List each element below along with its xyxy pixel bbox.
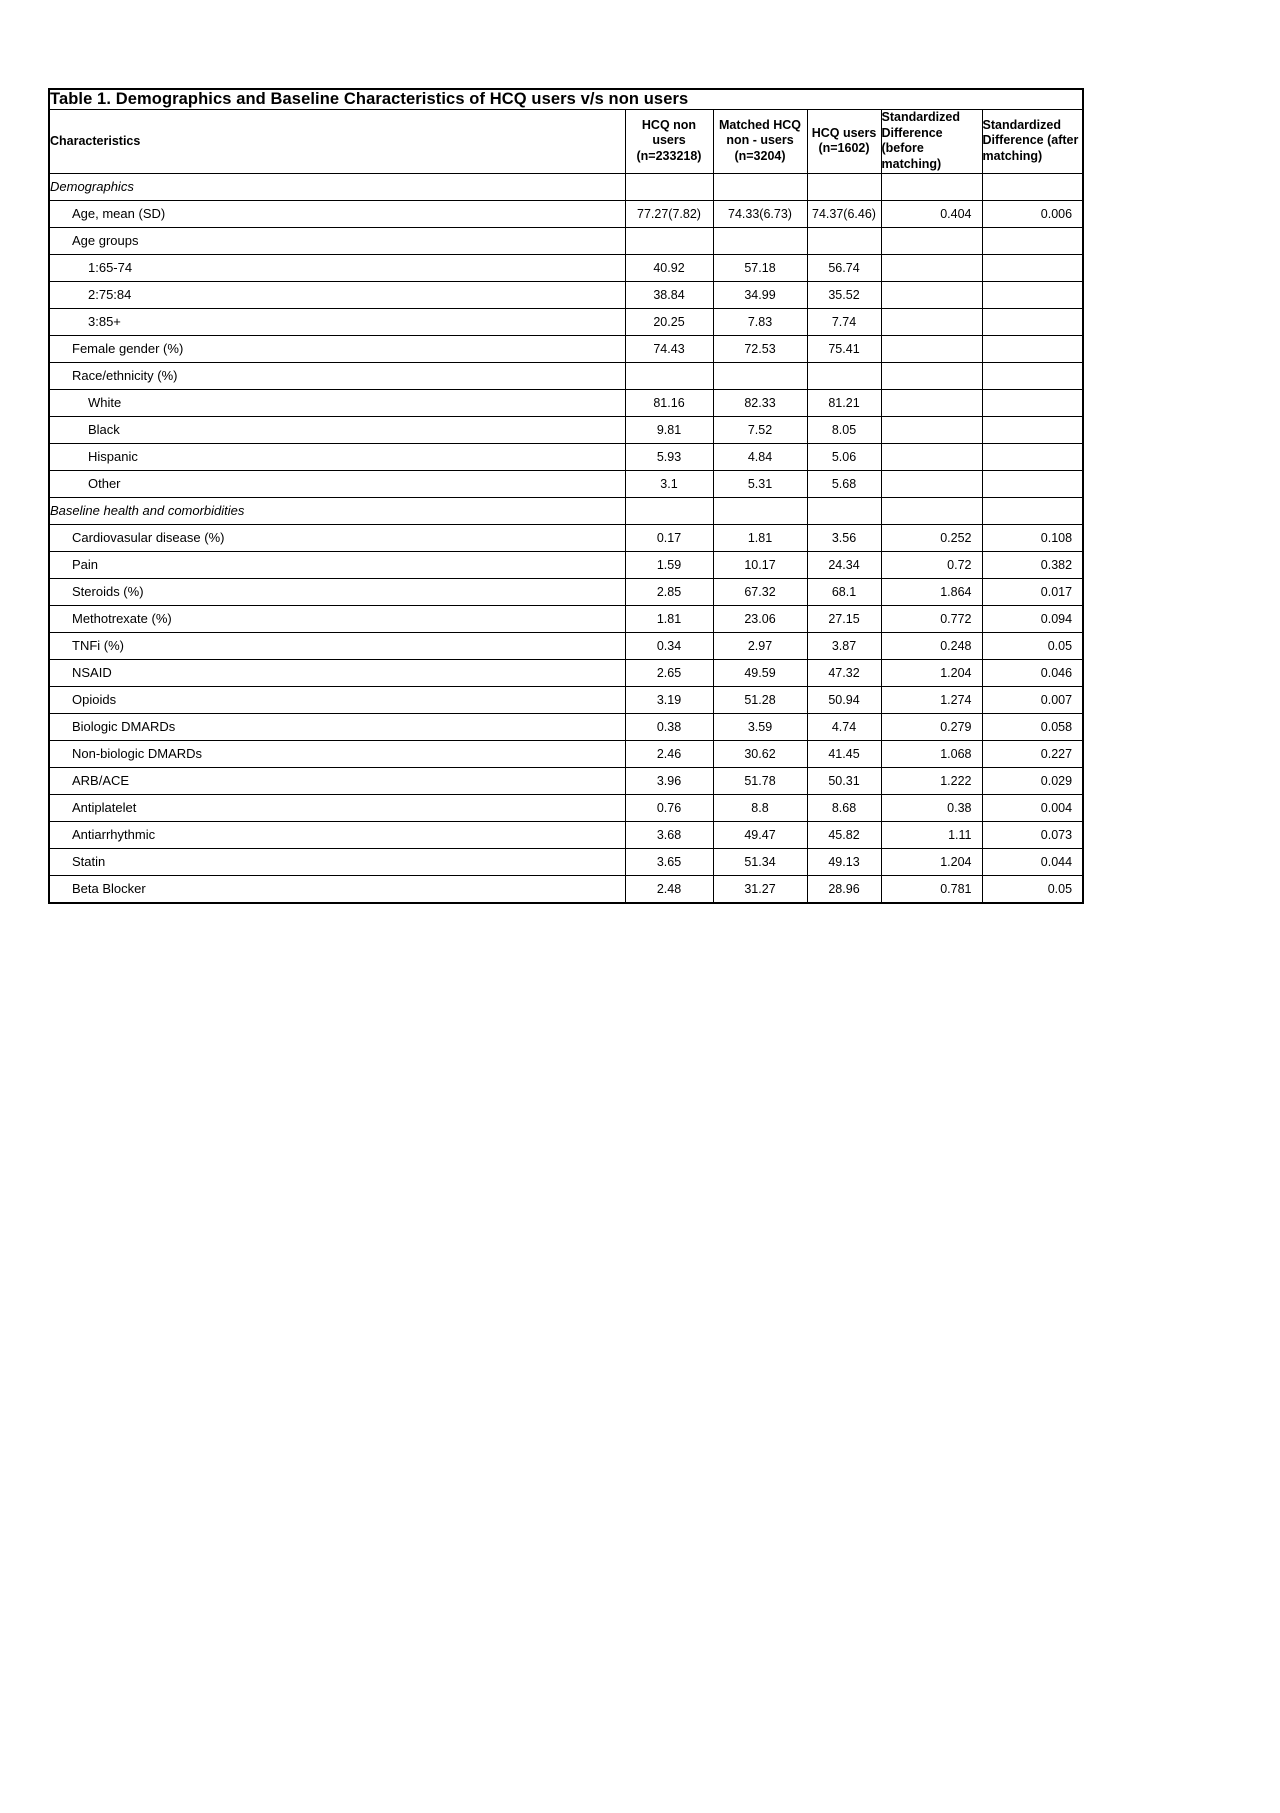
table-row: [49, 632, 1083, 659]
table-title: Table 1. Demographics and Baseline Characteristics of HCQ users v/s non users: [49, 89, 1083, 110]
row-value: [982, 254, 1083, 281]
row-value: [982, 362, 1083, 389]
table-row: [49, 281, 1083, 308]
row-value: 0.248: [881, 632, 982, 659]
row-value: [713, 362, 807, 389]
row-value: 34.99: [713, 281, 807, 308]
table-row: [49, 578, 1083, 605]
row-value: 5.06: [807, 443, 881, 470]
column-header-matched-hcq-non-users: [713, 110, 807, 174]
row-label: Demographics: [49, 173, 625, 200]
row-value: 51.34: [713, 848, 807, 875]
row-value: [881, 416, 982, 443]
row-value: 0.007: [982, 686, 1083, 713]
row-label: Steroids (%): [49, 578, 625, 605]
row-value: 74.37(6.46): [807, 200, 881, 227]
table-row: [49, 713, 1083, 740]
table-row: [49, 848, 1083, 875]
row-value: 24.34: [807, 551, 881, 578]
row-value: 2.46: [625, 740, 713, 767]
row-value: 1.068: [881, 740, 982, 767]
table-row: [49, 794, 1083, 821]
row-value: 20.25: [625, 308, 713, 335]
row-value: 27.15: [807, 605, 881, 632]
row-value: 0.404: [881, 200, 982, 227]
demographics-table: [48, 88, 1084, 904]
row-label: Non-biologic DMARDs: [49, 740, 625, 767]
table-row: [49, 605, 1083, 632]
row-value: 77.27(7.82): [625, 200, 713, 227]
row-value: 57.18: [713, 254, 807, 281]
table-row: [49, 308, 1083, 335]
row-value: 0.781: [881, 875, 982, 903]
row-label: Beta Blocker: [49, 875, 625, 903]
row-value: 0.058: [982, 713, 1083, 740]
row-label: TNFi (%): [49, 632, 625, 659]
row-value: 5.93: [625, 443, 713, 470]
row-value: [982, 443, 1083, 470]
row-value: 0.772: [881, 605, 982, 632]
row-value: [625, 227, 713, 254]
row-value: 50.94: [807, 686, 881, 713]
row-label: Age, mean (SD): [49, 200, 625, 227]
row-value: 1.59: [625, 551, 713, 578]
table-row: [49, 659, 1083, 686]
row-label: Methotrexate (%): [49, 605, 625, 632]
row-value: 3.19: [625, 686, 713, 713]
row-value: 2.97: [713, 632, 807, 659]
row-value: 47.32: [807, 659, 881, 686]
row-value: 40.92: [625, 254, 713, 281]
row-label: Cardiovasular disease (%): [49, 524, 625, 551]
table-row: [49, 227, 1083, 254]
row-value: 0.05: [982, 875, 1083, 903]
row-value: 9.81: [625, 416, 713, 443]
row-value: 0.017: [982, 578, 1083, 605]
row-value: [713, 173, 807, 200]
table-row: [49, 470, 1083, 497]
row-value: 7.52: [713, 416, 807, 443]
table-row: [49, 686, 1083, 713]
row-value: 3.96: [625, 767, 713, 794]
row-value: 74.43: [625, 335, 713, 362]
table-row: [49, 875, 1083, 903]
row-value: [625, 362, 713, 389]
row-value: 0.029: [982, 767, 1083, 794]
row-value: 81.16: [625, 389, 713, 416]
row-value: [881, 308, 982, 335]
row-value: 3.1: [625, 470, 713, 497]
row-label: White: [49, 389, 625, 416]
row-value: 2.65: [625, 659, 713, 686]
row-value: [982, 227, 1083, 254]
row-value: 49.47: [713, 821, 807, 848]
row-value: [881, 443, 982, 470]
row-value: [881, 497, 982, 524]
column-header-hcq-non-users: [625, 110, 713, 174]
row-value: 28.96: [807, 875, 881, 903]
row-value: [807, 497, 881, 524]
row-value: 0.044: [982, 848, 1083, 875]
row-label: Pain: [49, 551, 625, 578]
row-value: 0.108: [982, 524, 1083, 551]
row-value: [807, 173, 881, 200]
row-value: 3.87: [807, 632, 881, 659]
row-value: [982, 281, 1083, 308]
row-label: Baseline health and comorbidities: [49, 497, 625, 524]
table-row: [49, 200, 1083, 227]
row-value: [982, 173, 1083, 200]
row-value: 49.59: [713, 659, 807, 686]
row-value: 1.81: [713, 524, 807, 551]
row-value: [982, 308, 1083, 335]
table-row: [49, 389, 1083, 416]
row-value: 41.45: [807, 740, 881, 767]
table-body: [49, 89, 1083, 903]
table-row: [49, 362, 1083, 389]
table-row: [49, 416, 1083, 443]
row-label: NSAID: [49, 659, 625, 686]
row-label: Opioids: [49, 686, 625, 713]
row-value: 0.17: [625, 524, 713, 551]
row-label: 3:85+: [49, 308, 625, 335]
row-value: [881, 227, 982, 254]
row-value: 0.38: [625, 713, 713, 740]
column-header-n: (n=3204): [734, 149, 786, 164]
row-value: 4.84: [713, 443, 807, 470]
row-value: 30.62: [713, 740, 807, 767]
row-label: Antiarrhythmic: [49, 821, 625, 848]
row-label: Hispanic: [49, 443, 625, 470]
row-value: 0.34: [625, 632, 713, 659]
row-value: 0.004: [982, 794, 1083, 821]
row-label: 1:65-74: [49, 254, 625, 281]
row-value: [625, 173, 713, 200]
row-label: Antiplatelet: [49, 794, 625, 821]
row-value: 1.11: [881, 821, 982, 848]
column-header-std-diff-after: Standardized Difference (after matching): [982, 110, 1083, 174]
table-header-row: [49, 110, 1083, 174]
row-value: 1.204: [881, 659, 982, 686]
column-header-hcq-users: [807, 110, 881, 174]
row-value: 2.85: [625, 578, 713, 605]
row-value: 10.17: [713, 551, 807, 578]
row-label: Age groups: [49, 227, 625, 254]
row-value: [982, 470, 1083, 497]
row-label: Statin: [49, 848, 625, 875]
row-value: 0.094: [982, 605, 1083, 632]
table-row: [49, 821, 1083, 848]
row-value: 0.382: [982, 551, 1083, 578]
row-value: [982, 416, 1083, 443]
row-value: [713, 227, 807, 254]
row-value: [881, 362, 982, 389]
column-header-label: Matched HCQ non - users: [719, 117, 801, 148]
row-value: 82.33: [713, 389, 807, 416]
row-value: 2.48: [625, 875, 713, 903]
row-value: 3.68: [625, 821, 713, 848]
row-value: 0.05: [982, 632, 1083, 659]
row-value: [807, 362, 881, 389]
row-label: 2:75:84: [49, 281, 625, 308]
table-row: [49, 335, 1083, 362]
row-value: 0.006: [982, 200, 1083, 227]
row-value: 68.1: [807, 578, 881, 605]
row-value: 4.74: [807, 713, 881, 740]
row-value: [982, 389, 1083, 416]
row-value: 74.33(6.73): [713, 200, 807, 227]
row-value: 75.41: [807, 335, 881, 362]
table-row: [49, 173, 1083, 200]
row-value: [881, 254, 982, 281]
row-value: 0.252: [881, 524, 982, 551]
row-value: 3.59: [713, 713, 807, 740]
table-row: [49, 740, 1083, 767]
row-value: 49.13: [807, 848, 881, 875]
row-value: [881, 281, 982, 308]
row-value: [625, 497, 713, 524]
row-value: 7.74: [807, 308, 881, 335]
row-value: 51.28: [713, 686, 807, 713]
row-value: [881, 173, 982, 200]
row-value: [807, 227, 881, 254]
row-value: 5.31: [713, 470, 807, 497]
row-label: Race/ethnicity (%): [49, 362, 625, 389]
row-value: 8.8: [713, 794, 807, 821]
row-value: 1.864: [881, 578, 982, 605]
column-header-std-diff-before: Standardized Difference (before matching): [881, 110, 982, 174]
row-value: 45.82: [807, 821, 881, 848]
row-value: [713, 497, 807, 524]
row-value: 31.27: [713, 875, 807, 903]
row-value: 35.52: [807, 281, 881, 308]
row-value: 0.72: [881, 551, 982, 578]
column-header-label: HCQ users: [811, 125, 877, 140]
row-value: [881, 389, 982, 416]
row-value: 0.046: [982, 659, 1083, 686]
table-row: [49, 551, 1083, 578]
column-header-n: (n=1602): [818, 141, 870, 156]
row-label: ARB/ACE: [49, 767, 625, 794]
row-value: 1.274: [881, 686, 982, 713]
row-value: 0.279: [881, 713, 982, 740]
row-value: [881, 335, 982, 362]
row-value: 0.38: [881, 794, 982, 821]
row-value: 7.83: [713, 308, 807, 335]
row-value: 5.68: [807, 470, 881, 497]
row-value: [881, 470, 982, 497]
row-value: 0.227: [982, 740, 1083, 767]
row-value: 8.05: [807, 416, 881, 443]
table-row: [49, 767, 1083, 794]
column-header-n: (n=233218): [636, 149, 702, 164]
row-label: Black: [49, 416, 625, 443]
row-value: 1.222: [881, 767, 982, 794]
column-header-characteristics: Characteristics: [49, 110, 625, 174]
table-row: [49, 254, 1083, 281]
row-label: Other: [49, 470, 625, 497]
row-label: Biologic DMARDs: [49, 713, 625, 740]
row-value: 1.81: [625, 605, 713, 632]
row-value: 0.76: [625, 794, 713, 821]
table-container: [48, 88, 1082, 904]
row-label: Female gender (%): [49, 335, 625, 362]
table-row: [49, 443, 1083, 470]
row-value: 1.204: [881, 848, 982, 875]
row-value: 8.68: [807, 794, 881, 821]
row-value: 23.06: [713, 605, 807, 632]
row-value: 81.21: [807, 389, 881, 416]
table-row: [49, 524, 1083, 551]
row-value: [982, 335, 1083, 362]
row-value: 3.65: [625, 848, 713, 875]
row-value: 67.32: [713, 578, 807, 605]
row-value: 3.56: [807, 524, 881, 551]
row-value: [982, 497, 1083, 524]
table-title-row: [49, 89, 1083, 110]
row-value: 38.84: [625, 281, 713, 308]
row-value: 72.53: [713, 335, 807, 362]
row-value: 56.74: [807, 254, 881, 281]
row-value: 50.31: [807, 767, 881, 794]
column-header-label: HCQ non users: [641, 117, 697, 148]
row-value: 0.073: [982, 821, 1083, 848]
row-value: 51.78: [713, 767, 807, 794]
table-row: [49, 497, 1083, 524]
